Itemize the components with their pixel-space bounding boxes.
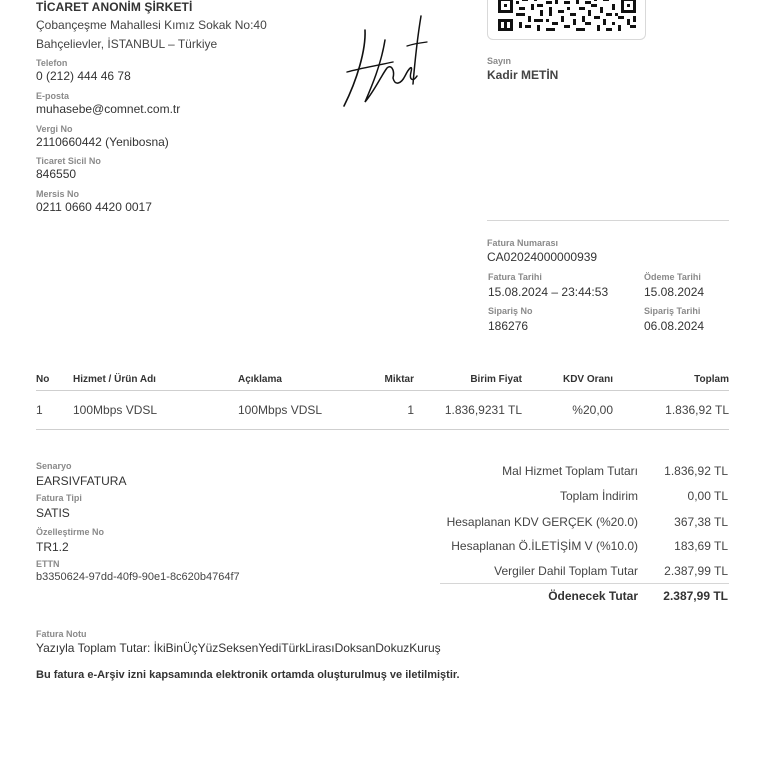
totals-label: Mal Hizmet Toplam Tutarı (502, 464, 638, 478)
totals-row (440, 515, 729, 531)
totals-row (440, 539, 729, 555)
invoice-date-label: Fatura Tarihi (488, 272, 542, 282)
order-no-label: Sipariş No (488, 306, 533, 316)
cell-unit-price: 1.836,9231 TL (414, 391, 522, 430)
cell-description: 100Mbps VDSL (238, 391, 358, 430)
scenario-value: EARSIVFATURA (36, 474, 127, 488)
email-label: E-posta (36, 91, 70, 101)
mersis-label: Mersis No (36, 189, 80, 199)
scenario-label: Senaryo (36, 461, 72, 471)
tax-no-label: Vergi No (36, 124, 73, 134)
tax-no-value: 2110660442 (Yenibosna) (36, 135, 169, 149)
buyer-name: Kadir METİN (487, 68, 559, 82)
ettn-value: b3350624-97dd-40f9-90e1-8c620b4764f7 (36, 571, 240, 583)
payable-total-row (440, 589, 729, 605)
invoice-number-value: CA02024000000939 (487, 250, 598, 264)
totals-value: 1.836,92 TL (664, 464, 728, 478)
invoice-type-value: SATIS (36, 506, 70, 520)
phone-value: 0 (212) 444 46 78 (36, 69, 131, 83)
totals-value: 0,00 TL (687, 489, 728, 503)
totals-row (440, 564, 729, 580)
cell-total: 1.836,92 TL (613, 391, 729, 430)
col-header-no: No (36, 368, 73, 391)
table-row (36, 391, 729, 430)
phone-label: Telefon (36, 58, 68, 68)
totals-label: Hesaplanan KDV GERÇEK (%20.0) (446, 515, 638, 529)
order-date-value: 06.08.2024 (644, 319, 705, 333)
col-header-quantity: Miktar (358, 368, 414, 391)
due-date-value: 15.08.2024 (644, 285, 705, 299)
order-date-label: Sipariş Tarihi (644, 306, 701, 316)
totals-label: Toplam İndirim (559, 489, 638, 503)
payable-label: Ödenecek Tutar (548, 589, 638, 603)
order-no-value: 186276 (488, 319, 529, 333)
cell-quantity: 1 (358, 391, 414, 430)
qr-code (487, 0, 646, 40)
invoice-type-label: Fatura Tipi (36, 493, 82, 503)
totals-value: 2.387,99 TL (664, 564, 728, 578)
invoice-note-text: Yazıyla Toplam Tutar: İkiBinÜçYüzSeksenYediTürkLirasıDoksanDokuzKuruş (36, 641, 441, 655)
cell-service: 100Mbps VDSL (73, 391, 238, 430)
invoice-number-label: Fatura Numarası (487, 238, 559, 248)
invoice-note-label: Fatura Notu (36, 629, 87, 639)
email-value: muhasebe@comnet.com.tr (36, 102, 181, 116)
ettn-label: ETTN (36, 559, 60, 569)
mersis-value: 0211 0660 4420 0017 (36, 200, 152, 214)
buyer-salutation: Sayın (487, 56, 512, 66)
col-header-unit-price: Birim Fiyat (414, 368, 522, 391)
trade-reg-value: 846550 (36, 167, 77, 181)
items-table (36, 368, 729, 430)
buyer-divider (487, 220, 729, 221)
col-header-description: Açıklama (238, 368, 358, 391)
items-table-header (36, 368, 729, 391)
totals-value: 183,69 TL (674, 539, 728, 553)
col-header-vat-rate: KDV Oranı (522, 368, 613, 391)
totals-row (440, 489, 729, 505)
col-header-service: Hizmet / Ürün Adı (73, 368, 238, 391)
trade-reg-label: Ticaret Sicil No (36, 156, 101, 166)
earsiv-statement: Bu fatura e-Arşiv izni kapsamında elektronik ortamda oluşturulmuş ve iletilmiştir. (36, 669, 460, 681)
customization-value: TR1.2 (36, 540, 69, 554)
totals-divider (440, 583, 729, 584)
address-line-2: Bahçelievler, İSTANBUL – Türkiye (36, 37, 218, 51)
signature-image (335, 10, 435, 110)
due-date-label: Ödeme Tarihi (644, 272, 701, 282)
payable-value: 2.387,99 TL (663, 589, 728, 603)
address-line-1: Çobançeşme Mahallesi Kımız Sokak No:40 (36, 18, 267, 32)
invoice-date-value: 15.08.2024 – 23:44:53 (488, 285, 609, 299)
customization-label: Özelleştirme No (36, 527, 105, 537)
totals-label: Vergiler Dahil Toplam Tutar (494, 564, 638, 578)
col-header-total: Toplam (613, 368, 729, 391)
cell-no: 1 (36, 391, 73, 430)
totals-value: 367,38 TL (674, 515, 728, 529)
cell-vat-rate: %20,00 (522, 391, 613, 430)
totals-row (440, 464, 729, 480)
company-name: TİCARET ANONİM ŞİRKETİ (36, 0, 193, 14)
totals-label: Hesaplanan Ö.İLETİŞİM V (%10.0) (451, 539, 638, 553)
